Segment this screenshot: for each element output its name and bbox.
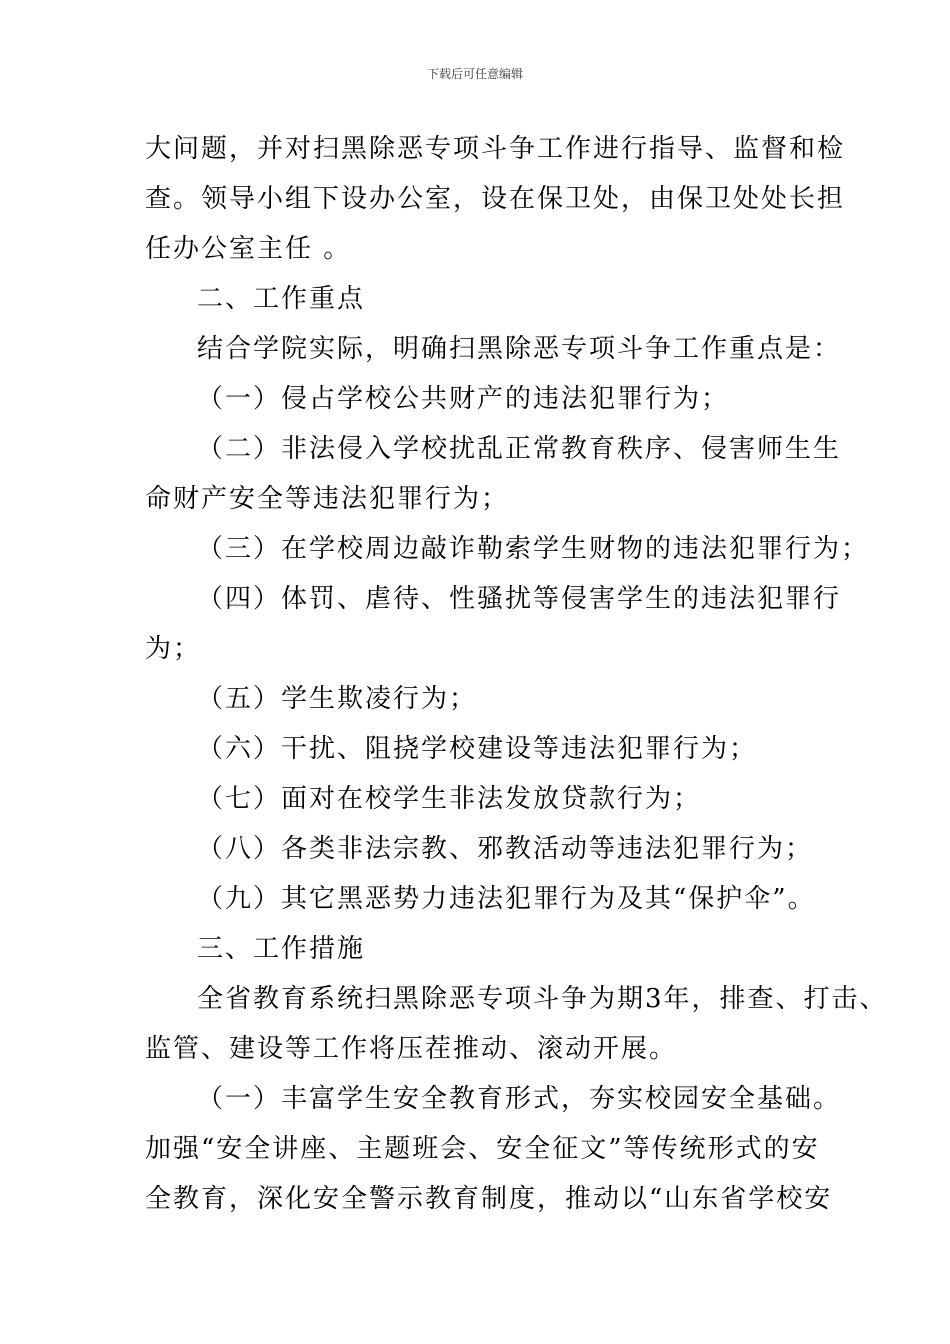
list-item: （七）面对在校学生非法发放贷款行为； bbox=[197, 784, 702, 814]
text-line: 结合学院实际，明确扫黑除恶专项斗争工作重点是： bbox=[197, 334, 842, 364]
list-item: （八）各类非法宗教、邪教活动等违法犯罪行为； bbox=[197, 834, 814, 864]
list-item: （一）丰富学生安全教育形式，夯实校园安全基础。 bbox=[197, 1084, 842, 1114]
text-line: 全省教育系统扫黑除恶专项斗争为期3年，排查、打击、 bbox=[197, 984, 888, 1014]
list-item: （四）体罚、虐待、性骚扰等侵害学生的违法犯罪行 bbox=[197, 584, 842, 614]
section-heading: 三、工作措施 bbox=[197, 934, 366, 964]
list-item: （三）在学校周边敲诈勒索学生财物的违法犯罪行为； bbox=[197, 534, 870, 564]
text-line: 任办公室主任 。 bbox=[145, 234, 352, 264]
text-line: 监管、建设等工作将压茬推动、滚动开展。 bbox=[145, 1034, 678, 1064]
list-item: （九）其它黑恶势力违法犯罪行为及其“保护伞”。 bbox=[197, 884, 816, 914]
list-item: （一）侵占学校公共财产的违法犯罪行为； bbox=[197, 384, 730, 414]
text-line: 大问题，并对扫黑除恶专项斗争工作进行指导、监督和检 bbox=[145, 134, 846, 164]
text-line: 加强“安全讲座、主题班会、安全征文”等传统形式的安 bbox=[145, 1134, 820, 1164]
section-heading: 二、工作重点 bbox=[197, 284, 366, 314]
list-item: （二）非法侵入学校扰乱正常教育秩序、侵害师生生 bbox=[197, 434, 842, 464]
list-item: （六）干扰、阻挠学校建设等违法犯罪行为； bbox=[197, 734, 758, 764]
text-line: 命财产安全等违法犯罪行为； bbox=[145, 484, 510, 514]
list-item: （五）学生欺凌行为； bbox=[197, 684, 478, 714]
text-line: 查。领导小组下设办公室，设在保卫处，由保卫处处长担 bbox=[145, 184, 846, 214]
text-line: 全教育，深化安全警示教育制度，推动以“山东省学校安 bbox=[145, 1184, 833, 1214]
page-header: 下载后可任意编辑 bbox=[426, 67, 523, 81]
text-line: 为； bbox=[145, 634, 202, 664]
